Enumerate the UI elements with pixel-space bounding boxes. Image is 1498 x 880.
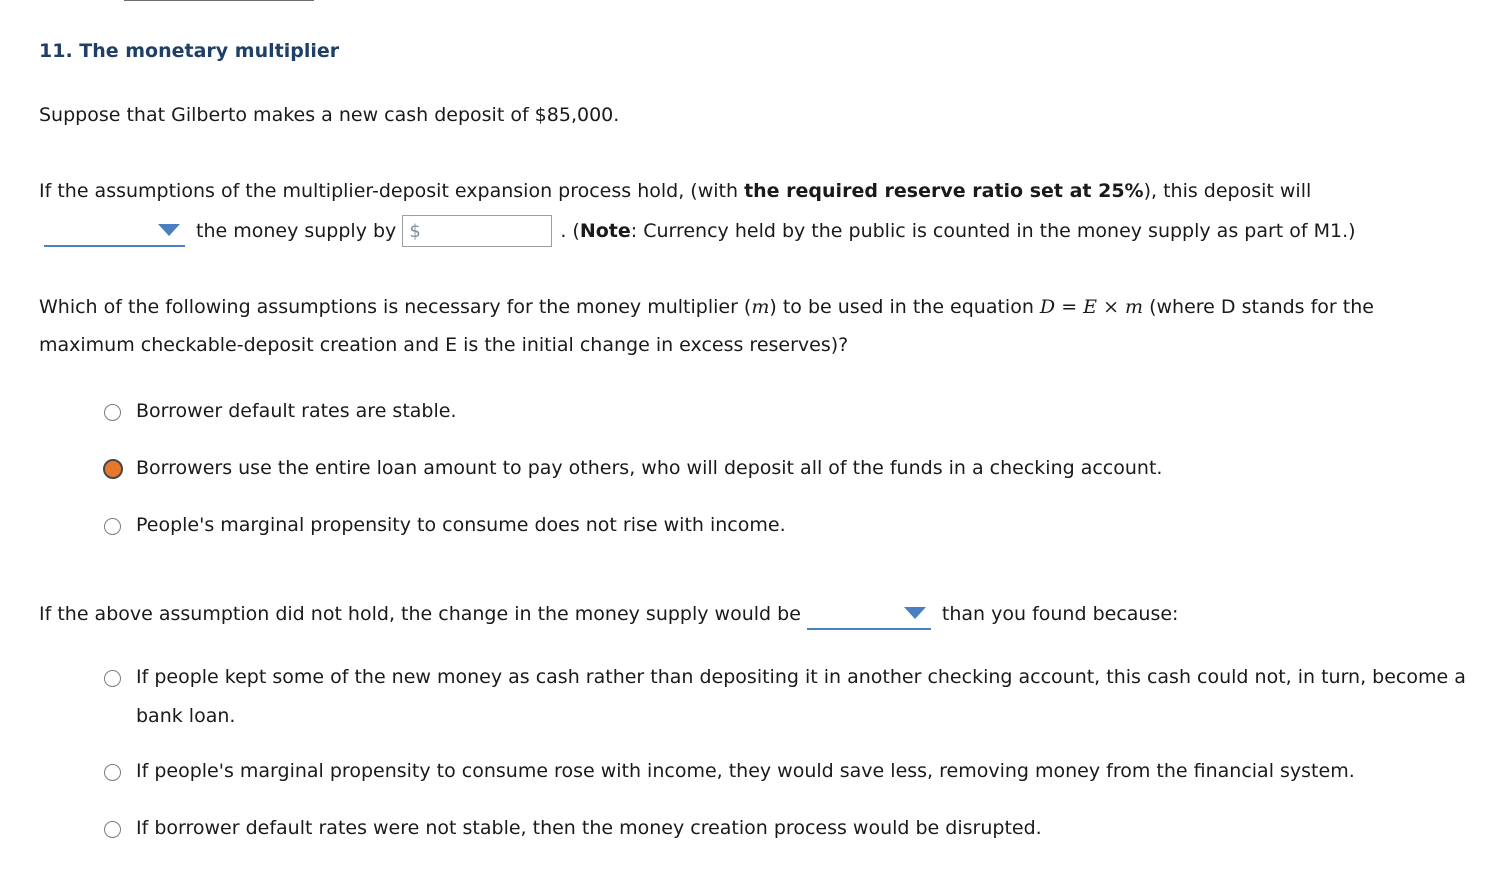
option-label: Borrower default rates are stable. [136,400,457,422]
part3-sentence-line [39,598,1178,630]
money-supply-amount-field[interactable] [402,215,552,247]
note-label: Note [579,220,631,242]
reason-option-3[interactable] [104,818,1042,848]
option-label: People's marginal propensity to consume does not rise with income. [136,514,786,536]
part1-sentence [39,180,1311,202]
note-prefix: . ( [560,220,580,242]
radio-button[interactable] [104,404,121,421]
part2-question-line2: maximum checkable-deposit creation and E is the initial change in excess reserves)? [39,334,849,356]
assumption-option-1[interactable] [104,401,457,431]
radio-button[interactable] [104,821,121,838]
radio-button[interactable] [104,670,121,687]
math-equals: = [1055,296,1084,318]
part3-sentence-end: than you found because: [941,603,1179,625]
reason-option-2[interactable] [104,761,1355,791]
option-label: If borrower default rates were not stable, then the money creation process would be disrupted. [136,817,1042,839]
radio-button-selected[interactable] [103,459,123,479]
math-times: × [1097,296,1126,318]
part2-q-start: Which of the following assumptions is necessary for the money multiplier ( [39,296,752,318]
note-text: : Currency held by the public is counted in the money supply as part of M1.) [630,220,1356,242]
math-m2: m [1125,296,1144,318]
option-label: Borrowers use the entire loan amount to pay others, who will deposit all of the funds in a checking account. [136,457,1163,479]
intro-text: Suppose that Gilberto makes a new cash deposit of $85,000. [39,104,620,126]
dollar-sign: $ [409,220,421,242]
part2-q-mid: ) to be used in the equation [769,296,1040,318]
part2-q-end: (where D stands for the [1143,296,1374,318]
part1-sentence-start: If the assumptions of the multiplier-deposit expansion process hold, (with [39,180,745,202]
after-dropdown-text: the money supply by [196,220,397,242]
part3-sentence-start: If the above assumption did not hold, the change in the money supply would be [39,603,801,625]
radio-button[interactable] [104,518,121,535]
math-E: E [1083,296,1098,318]
chevron-down-icon [904,607,926,619]
assumption-option-2[interactable] [104,458,1162,488]
change-direction-dropdown[interactable] [44,215,185,247]
option-label: If people's marginal propensity to consume rose with income, they would save less, removing money from the financial system. [136,760,1355,782]
comparison-dropdown[interactable] [807,598,931,630]
option-label: If people kept some of the new money as cash rather than depositing it in another checking account, this cash could not, in turn, become a bank loan. [136,666,1466,727]
math-m: m [751,296,770,318]
part1-answer-line [44,214,1356,248]
reason-option-1[interactable] [104,667,1476,736]
assumption-option-3[interactable] [104,515,786,545]
question-title: 11. The monetary multiplier [39,40,340,62]
part1-sentence-end: ), this deposit will [1143,180,1312,202]
part2-question-line1 [39,296,1374,318]
radio-button[interactable] [104,764,121,781]
top-divider [124,0,314,1]
math-D: D [1039,296,1056,318]
part1-sentence-bold: the required reserve ratio set at 25% [744,180,1144,202]
chevron-down-icon [158,224,180,236]
money-supply-amount-input[interactable] [421,218,544,244]
